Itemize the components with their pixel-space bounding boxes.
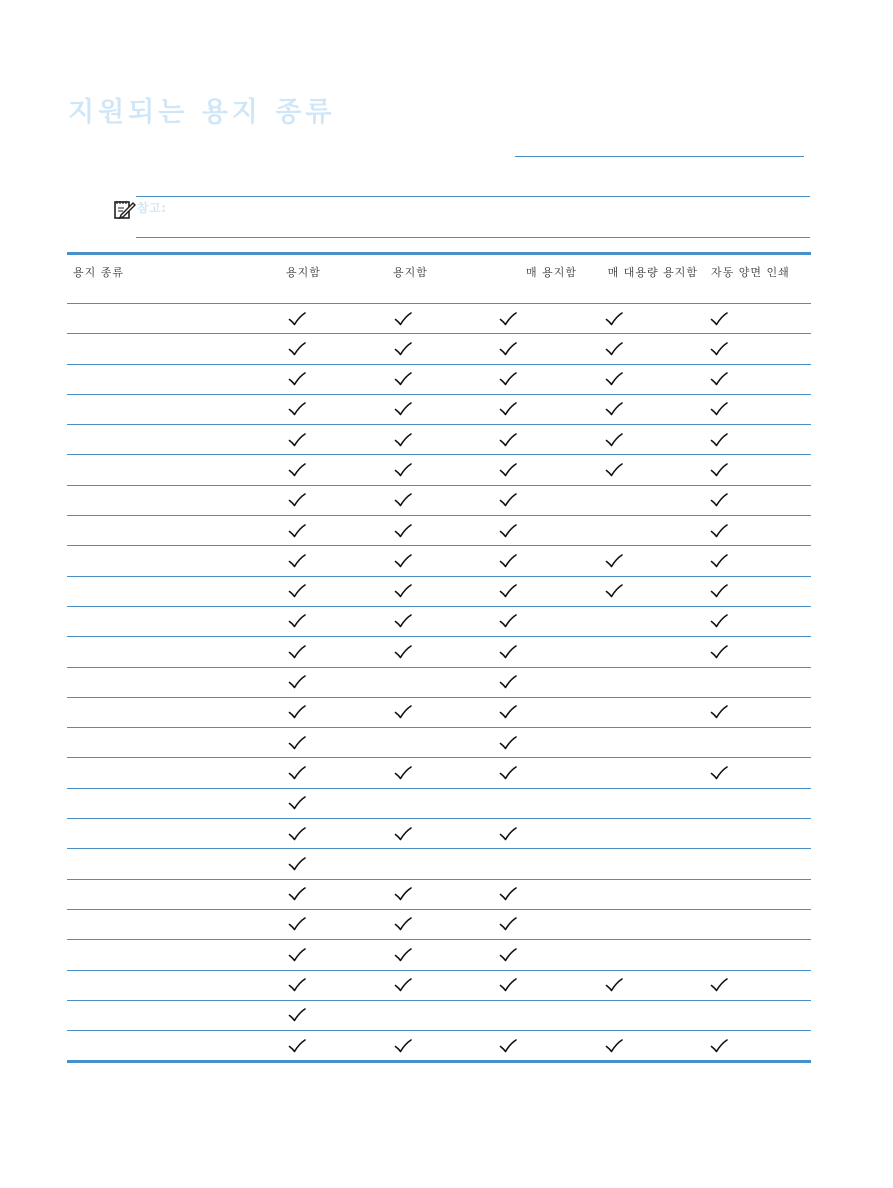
- checkmark-icon: [584, 395, 644, 424]
- checkmark-icon: [478, 940, 538, 969]
- checkmark-icon: [689, 577, 749, 606]
- checkmark-icon: [478, 304, 538, 333]
- checkmark-icon: [478, 607, 538, 636]
- checkmark-icon: [267, 940, 327, 969]
- checkmark-icon: [478, 455, 538, 484]
- checkmark-icon: [584, 971, 644, 1000]
- checkmark-icon: [584, 304, 644, 333]
- checkmark-icon: [689, 486, 749, 515]
- checkmark-icon: [267, 395, 327, 424]
- table-row: [67, 304, 811, 334]
- table-row: [67, 940, 811, 970]
- table-row: [67, 546, 811, 576]
- table-row: [67, 880, 811, 910]
- checkmark-icon: [478, 880, 538, 909]
- checkmark-icon: [373, 758, 433, 787]
- table-row: [67, 486, 811, 516]
- table-row: [67, 819, 811, 849]
- checkmark-icon: [478, 365, 538, 394]
- checkmark-icon: [267, 637, 327, 666]
- note-pencil-icon: [112, 198, 136, 220]
- note-box: [136, 196, 810, 238]
- checkmark-icon: [373, 516, 433, 545]
- checkmark-icon: [584, 577, 644, 606]
- checkmark-icon: [478, 395, 538, 424]
- checkmark-icon: [373, 365, 433, 394]
- checkmark-icon: [267, 698, 327, 727]
- checkmark-icon: [267, 1031, 327, 1060]
- table-row: [67, 516, 811, 546]
- checkmark-icon: [373, 910, 433, 939]
- checkmark-icon: [478, 334, 538, 363]
- checkmark-icon: [267, 486, 327, 515]
- table-row: [67, 698, 811, 728]
- table-row: [67, 758, 811, 788]
- checkmark-icon: [267, 304, 327, 333]
- table-row: [67, 910, 811, 940]
- checkmark-icon: [267, 516, 327, 545]
- checkmark-icon: [267, 728, 327, 757]
- checkmark-icon: [267, 789, 327, 818]
- checkmark-icon: [478, 1031, 538, 1060]
- checkmark-icon: [478, 516, 538, 545]
- checkmark-icon: [584, 334, 644, 363]
- checkmark-icon: [373, 607, 433, 636]
- checkmark-icon: [584, 425, 644, 454]
- header-high-capacity-tray: 매 대용량 용지함: [607, 266, 698, 279]
- checkmark-icon: [584, 546, 644, 575]
- table-row: [67, 849, 811, 879]
- checkmark-icon: [689, 971, 749, 1000]
- table-row: [67, 607, 811, 637]
- checkmark-icon: [584, 1031, 644, 1060]
- checkmark-icon: [689, 395, 749, 424]
- table-row: [67, 637, 811, 667]
- header-sheet-tray: 매 용지함: [526, 266, 578, 279]
- checkmark-icon: [373, 940, 433, 969]
- checkmark-icon: [373, 546, 433, 575]
- checkmark-icon: [478, 819, 538, 848]
- checkmark-icon: [584, 455, 644, 484]
- checkmark-icon: [267, 849, 327, 878]
- checkmark-icon: [267, 425, 327, 454]
- checkmark-icon: [689, 304, 749, 333]
- checkmark-icon: [373, 425, 433, 454]
- note-label: 참고:: [137, 201, 167, 215]
- table-row: [67, 334, 811, 364]
- checkmark-icon: [373, 971, 433, 1000]
- checkmark-icon: [689, 334, 749, 363]
- checkmark-icon: [478, 425, 538, 454]
- table-row: [67, 1031, 811, 1060]
- checkmark-icon: [373, 455, 433, 484]
- page-title: 지원되는 용지 종류: [68, 97, 336, 128]
- checkmark-icon: [267, 334, 327, 363]
- checkmark-icon: [689, 455, 749, 484]
- table-body: [67, 304, 811, 1060]
- checkmark-icon: [267, 668, 327, 697]
- table-row: [67, 789, 811, 819]
- checkmark-icon: [373, 577, 433, 606]
- checkmark-icon: [267, 910, 327, 939]
- paper-types-table: [67, 252, 811, 1063]
- checkmark-icon: [689, 698, 749, 727]
- checkmark-icon: [689, 607, 749, 636]
- checkmark-icon: [689, 425, 749, 454]
- checkmark-icon: [478, 486, 538, 515]
- table-row: [67, 425, 811, 455]
- table-row: [67, 577, 811, 607]
- link-underline: [515, 156, 804, 157]
- checkmark-icon: [689, 637, 749, 666]
- checkmark-icon: [267, 880, 327, 909]
- header-paper-type: 용지 종류: [73, 266, 125, 279]
- table-row: [67, 395, 811, 425]
- checkmark-icon: [373, 304, 433, 333]
- checkmark-icon: [584, 365, 644, 394]
- checkmark-icon: [478, 668, 538, 697]
- checkmark-icon: [478, 758, 538, 787]
- checkmark-icon: [689, 546, 749, 575]
- header-tray-2: 용지함: [393, 266, 428, 279]
- checkmark-icon: [267, 365, 327, 394]
- header-duplex: 자동 양면 인쇄: [711, 266, 790, 279]
- checkmark-icon: [267, 758, 327, 787]
- checkmark-icon: [373, 334, 433, 363]
- checkmark-icon: [267, 819, 327, 848]
- checkmark-icon: [478, 910, 538, 939]
- checkmark-icon: [373, 486, 433, 515]
- checkmark-icon: [478, 698, 538, 727]
- checkmark-icon: [689, 365, 749, 394]
- table-row: [67, 455, 811, 485]
- table-row: [67, 365, 811, 395]
- checkmark-icon: [373, 637, 433, 666]
- table-header: [67, 255, 811, 304]
- checkmark-icon: [373, 1031, 433, 1060]
- checkmark-icon: [267, 455, 327, 484]
- checkmark-icon: [267, 971, 327, 1000]
- checkmark-icon: [373, 698, 433, 727]
- checkmark-icon: [267, 577, 327, 606]
- checkmark-icon: [689, 758, 749, 787]
- checkmark-icon: [478, 728, 538, 757]
- checkmark-icon: [267, 607, 327, 636]
- table-row: [67, 668, 811, 698]
- checkmark-icon: [689, 1031, 749, 1060]
- checkmark-icon: [478, 637, 538, 666]
- table-row: [67, 1001, 811, 1031]
- checkmark-icon: [478, 971, 538, 1000]
- checkmark-icon: [478, 546, 538, 575]
- checkmark-icon: [373, 395, 433, 424]
- header-tray-1: 용지함: [286, 266, 321, 279]
- table-row: [67, 971, 811, 1001]
- checkmark-icon: [478, 577, 538, 606]
- checkmark-icon: [267, 1001, 327, 1030]
- checkmark-icon: [689, 516, 749, 545]
- checkmark-icon: [267, 546, 327, 575]
- checkmark-icon: [373, 880, 433, 909]
- checkmark-icon: [373, 819, 433, 848]
- table-row: [67, 728, 811, 758]
